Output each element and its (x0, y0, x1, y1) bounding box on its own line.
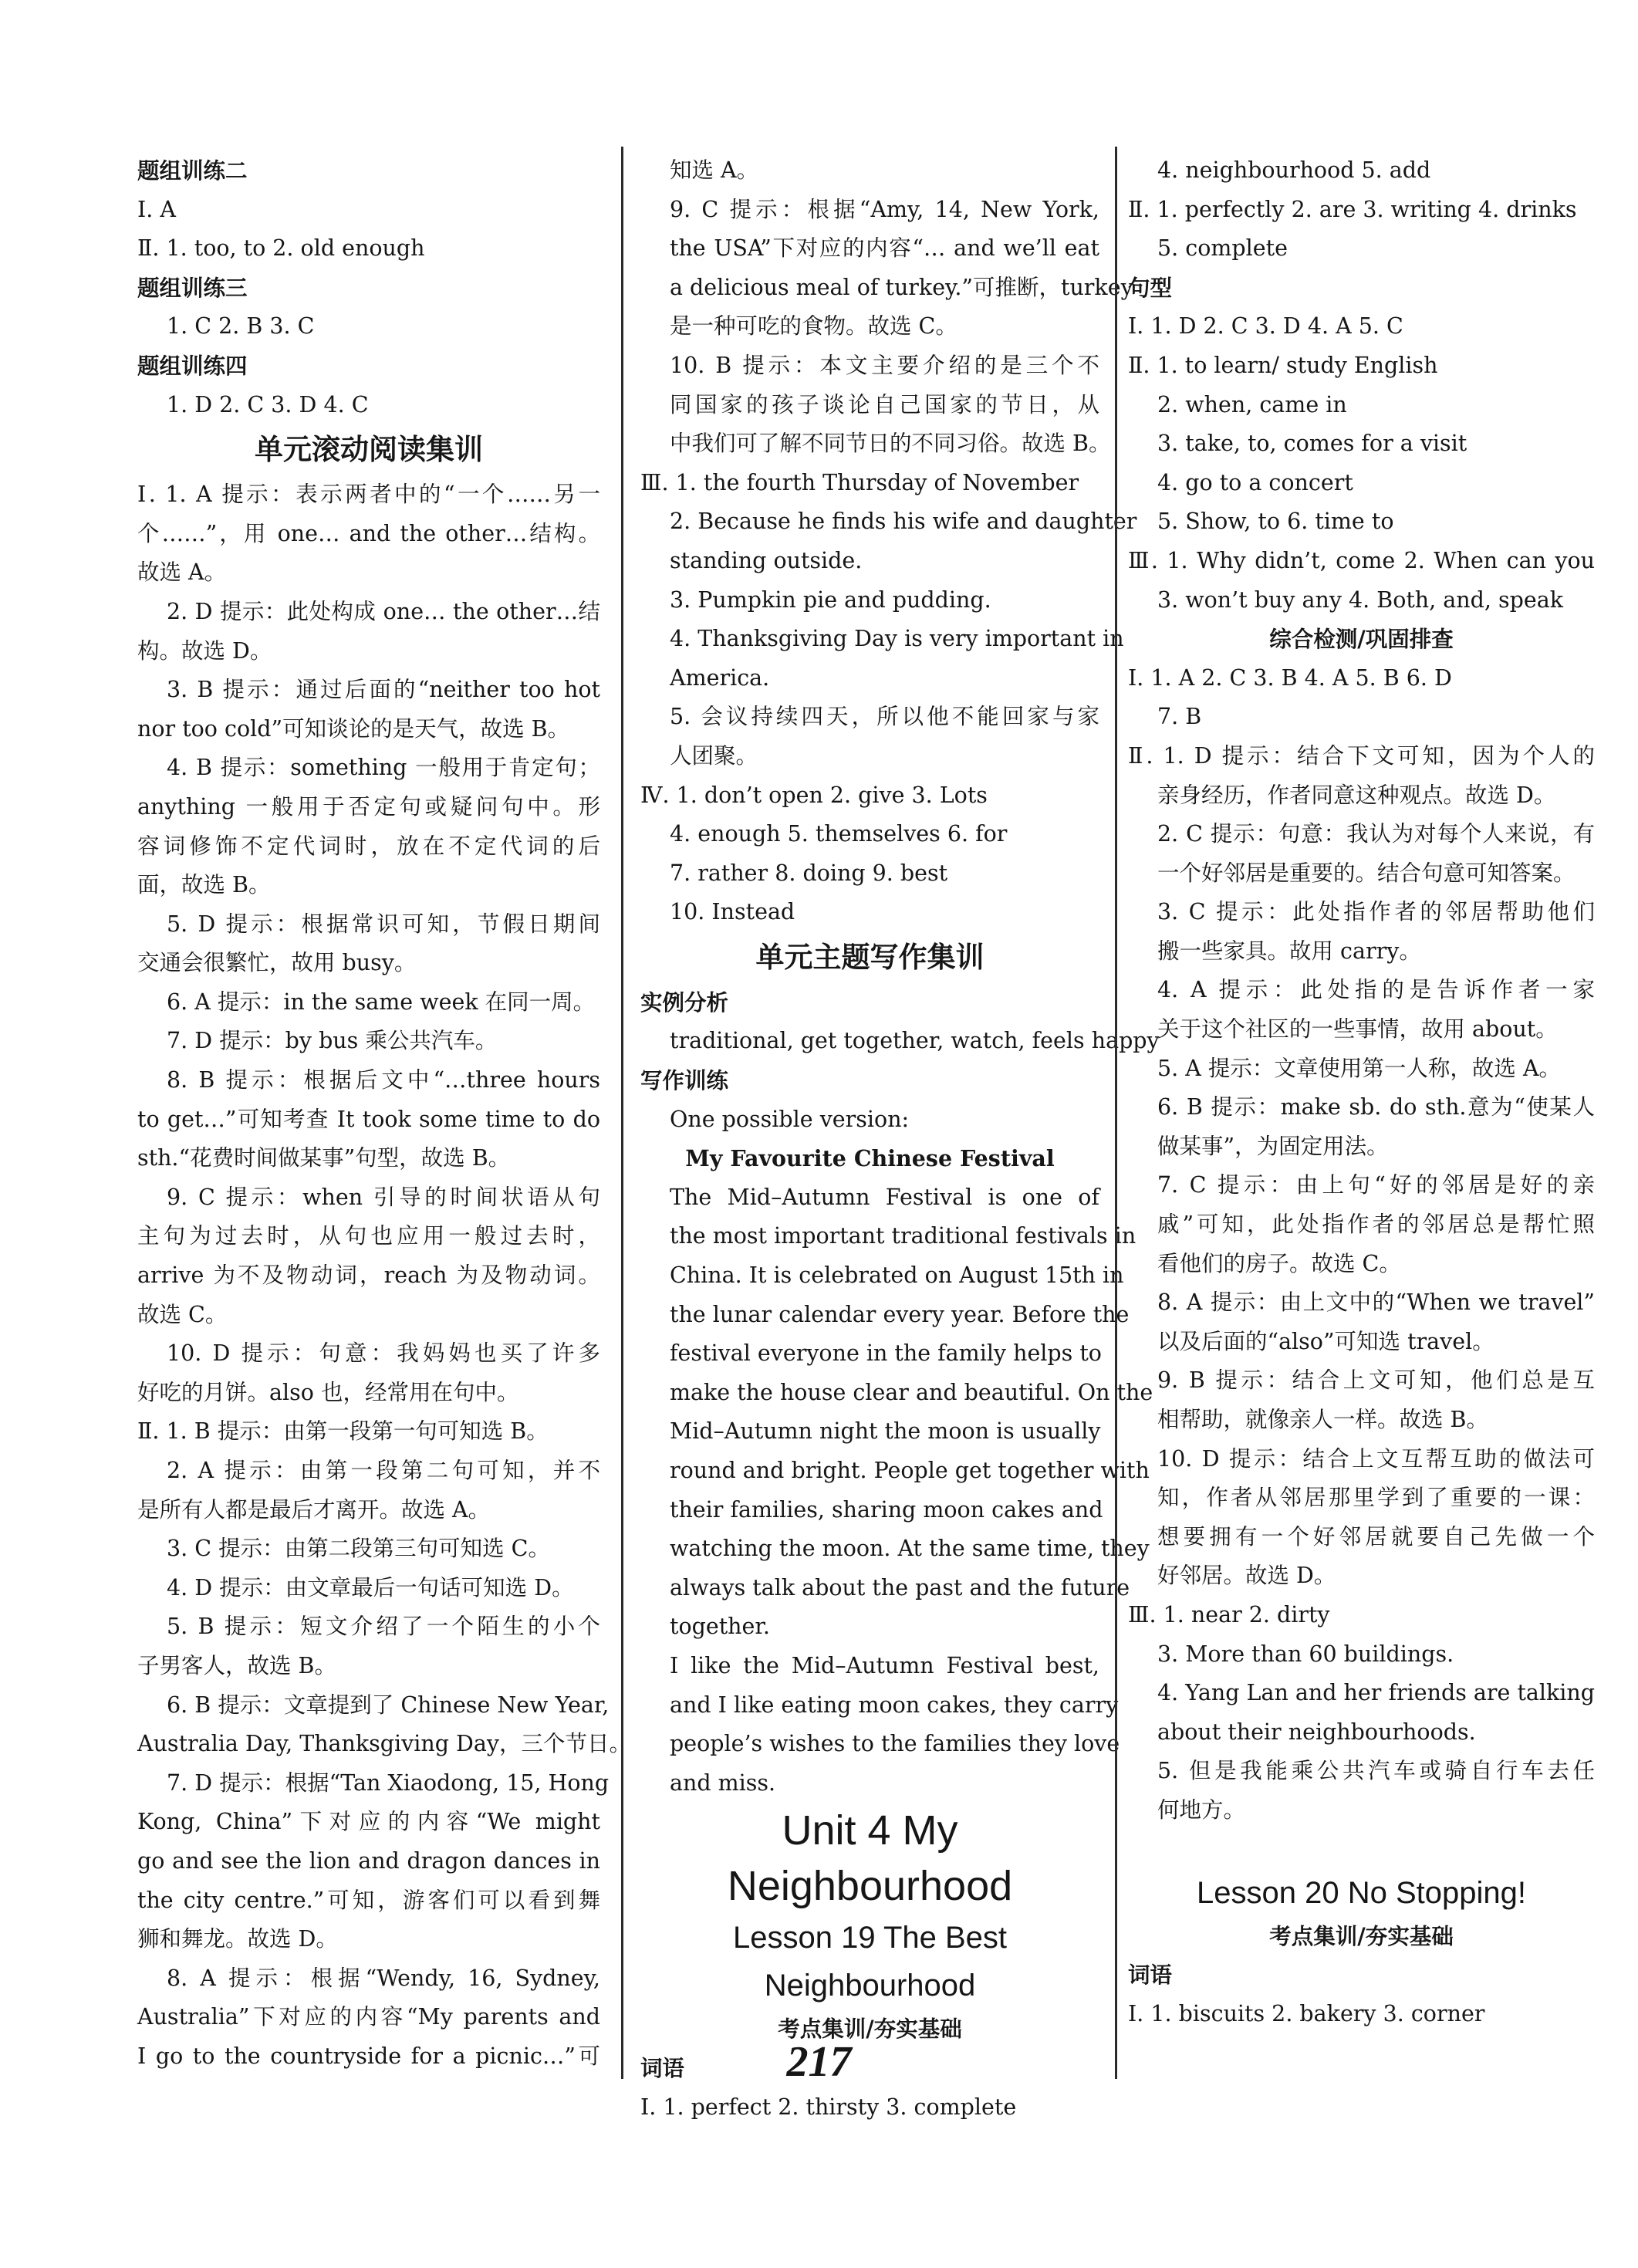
answer-line: Ⅱ. 1. to learn/ study English (1128, 352, 1438, 378)
answer-line: sth.“花费时间做某事”句型，故选 B。 (137, 1145, 511, 1171)
answer-line: people’s wishes to the families they love (670, 1731, 1120, 1757)
answer-line: 看他们的房子。故选 C。 (1157, 1250, 1401, 1276)
answer-line: 2. C 提示：句意：我认为对每个人来说，有 (1157, 821, 1595, 847)
answer-line: Ⅱ. 1. D 提示：结合下文可知，因为个人的 (1128, 742, 1595, 769)
answer-line: 5. D 提示：根据常识可知，节假日期间 (167, 911, 600, 937)
answer-line: I go to the countryside for a picnic…”可 (137, 2043, 600, 2069)
unit-heading: Neighbourhood (727, 1863, 1013, 1910)
answer-line: Ⅰ. A (137, 196, 176, 222)
answer-line: 是一种可吃的食物。故选 C。 (670, 313, 957, 340)
subheading: 词语 (640, 2054, 685, 2081)
answer-line: 3. C 提示：由第二段第三句可知选 C。 (167, 1536, 550, 1562)
answer-line: 8. B 提示：根据后文中“…three hours (167, 1067, 600, 1093)
answer-line: 考点集训/夯实基础 (778, 2016, 962, 2043)
answer-line: festival everyone in the family helps to (670, 1340, 1102, 1367)
answer-line: 4. neighbourhood 5. add (1157, 157, 1431, 183)
answer-line: One possible version: (670, 1106, 910, 1132)
answer-line: Kong, China”下对应的内容“We might (137, 1809, 600, 1835)
answer-line: to get…”可知考查 It took some time to do (137, 1106, 600, 1132)
answer-line: 2. A 提示：由第一段第二句可知，并不 (167, 1458, 600, 1483)
answer-line: 10. D 提示：句意：我妈妈也买了许多 (167, 1340, 600, 1367)
answer-line: 6. A 提示：in the same week 在同一周。 (167, 989, 596, 1015)
answer-line: 一个好邻居是重要的。结合句意可知答案。 (1157, 860, 1576, 886)
column-divider (621, 147, 623, 2079)
answer-line: Ⅰ. 1. A 提示：表示两者中的“一个……另一 (137, 482, 600, 508)
answer-line: Ⅲ. 1. the fourth Thursday of November (640, 469, 1079, 495)
answer-line: Ⅰ. 1. D 2. C 3. D 4. A 5. C (1128, 313, 1403, 340)
answer-line: 9. C 提示：根据“Amy, 14, New York, (670, 196, 1099, 222)
answer-line: 7. B (1157, 704, 1202, 730)
subheading: 题组训练三 (137, 274, 248, 301)
answer-line: 6. B 提示：文章提到了 Chinese New Year, (167, 1692, 610, 1718)
answer-line: 故选 C。 (137, 1301, 228, 1327)
answer-line: 3. Pumpkin pie and pudding. (670, 586, 991, 613)
answer-line: I like the Mid–Autumn Festival best, (670, 1652, 1099, 1678)
answer-line: 1. C 2. B 3. C (167, 313, 315, 340)
answer-line: 3. won’t buy any 4. Both, and, speak (1157, 586, 1563, 613)
answer-line: their families, sharing moon cakes and (670, 1496, 1103, 1523)
answer-line: 4. Thanksgiving Day is very important in (670, 626, 1124, 652)
page-number: 217 (786, 2038, 852, 2086)
answer-line: the lunar calendar every year. Before the (670, 1301, 1130, 1327)
answer-line: 4. A 提示：此处指的是告诉作者一家 (1157, 977, 1595, 1003)
answer-line (1128, 1830, 1595, 1869)
answer-line: 狮和舞龙。故选 D。 (137, 1926, 338, 1952)
answer-line: 知，作者从邻居那里学到了重要的一课： (1157, 1485, 1595, 1511)
answer-line: 故选 A。 (137, 559, 227, 586)
answer-line: anything 一般用于否定句或疑问句中。形 (137, 793, 600, 820)
answer-line: China. It is celebrated on August 15th in (670, 1262, 1124, 1289)
answer-line: Ⅲ. 1. Why didn’t, come 2. When can you (1128, 547, 1595, 573)
answer-line: 9. B 提示：结合上文可知，他们总是互 (1157, 1367, 1595, 1394)
subheading: 词语 (1128, 1962, 1173, 1989)
answer-line: 何地方。 (1157, 1796, 1246, 1823)
answer-line: 3. B 提示：通过后面的“neither too hot (167, 677, 600, 703)
answer-line: 构。故选 D。 (137, 637, 272, 664)
answer-line: and miss. (670, 1769, 776, 1796)
answer-line: 2. when, came in (1157, 391, 1347, 417)
answer-line: make the house clear and beautiful. On the (670, 1379, 1153, 1405)
answer-line: 好吃的月饼。also 也，经常用在句中。 (137, 1379, 519, 1405)
answer-line: 面，故选 B。 (137, 872, 271, 898)
answer-line: 10. Instead (670, 899, 795, 925)
answer-line: 搬一些家具。故用 carry。 (1157, 938, 1421, 964)
answer-line: 7. C 提示：由上句“好的邻居是好的亲 (1157, 1172, 1595, 1198)
answer-line: 主句为过去时，从句也应用一般过去时， (137, 1223, 600, 1249)
answer-line: 考点集训/夯实基础 (1269, 1922, 1454, 1949)
unit-heading: Lesson 19 The Best (732, 1921, 1008, 1955)
answer-line: 6. B 提示：make sb. do sth.意为“使某人 (1157, 1094, 1595, 1120)
answer-line: go and see the lion and dragon dances in (137, 1847, 600, 1874)
answer-line: 5. A 提示：文章使用第一人称，故选 A。 (1157, 1055, 1562, 1081)
answer-line: 关于这个社区的一些事情，故用 about。 (1157, 1016, 1558, 1043)
answer-line: My Favourite Chinese Festival (685, 1145, 1055, 1172)
answer-line: 容词修饰不定代词时，放在不定代词的后 (137, 833, 600, 859)
answer-line: 中我们可了解不同节日的不同习俗。故选 B。 (670, 431, 1111, 457)
answer-line: arrive 为不及物动词，reach 为及物动词。 (137, 1262, 600, 1289)
answer-line: Ⅰ. 1. biscuits 2. bakery 3. corner (1128, 2000, 1485, 2026)
answer-line: Ⅰ. 1. perfect 2. thirsty 3. complete (640, 2094, 1017, 2120)
answer-line: 2. Because he finds his wife and daughter (670, 509, 1137, 535)
answer-line: Australia Day, Thanksgiving Day，三个节日。 (137, 1731, 631, 1757)
answer-column-left (137, 151, 631, 2069)
answer-line: 3. C 提示：此处指作者的邻居帮助他们 (1157, 899, 1595, 925)
answer-line: 综合检测/巩固排查 (1269, 626, 1454, 653)
answer-line: Ⅱ. 1. too, to 2. old enough (137, 235, 425, 262)
answer-line: 做某事”，为固定用法。 (1157, 1133, 1389, 1159)
answer-line: 5. 但是我能乘公共汽车或骑自行车去任 (1157, 1758, 1595, 1784)
answer-line: 7. rather 8. doing 9. best (670, 860, 948, 886)
unit-heading: Neighbourhood (764, 1969, 976, 2003)
answer-line: 亲身经历，作者同意这种观点。故选 D。 (1157, 782, 1556, 808)
answer-line: 知选 A。 (670, 157, 759, 183)
unit-heading: Unit 4 My (782, 1807, 958, 1854)
answer-line: Australia”下对应的内容“My parents and (137, 2004, 600, 2030)
answer-line: a delicious meal of turkey.”可推断，turkey (670, 274, 1133, 300)
answer-line: watching the moon. At the same time, they (670, 1536, 1150, 1562)
subheading: 题组训练四 (137, 352, 248, 379)
answer-line: nor too cold”可知谈论的是天气，故选 B。 (137, 715, 570, 742)
answer-line: 3. take, to, comes for a visit (1157, 431, 1467, 457)
answer-line: Ⅰ. 1. A 2. C 3. B 4. A 5. B 6. D (1128, 664, 1452, 691)
answer-line: 子男客人，故选 B。 (137, 1652, 337, 1678)
answer-line: 同国家的孩子谈论自己国家的节日，从 (670, 391, 1099, 417)
answer-line: the city centre.”可知，游客们可以看到舞 (137, 1887, 600, 1913)
answer-line: 10. D 提示：结合上文互帮互助的做法可 (1157, 1445, 1595, 1472)
answer-line: 4. Yang Lan and her friends are talking (1157, 1680, 1595, 1706)
answer-line: 1. D 2. C 3. D 4. C (167, 391, 369, 417)
answer-line: 想要拥有一个好邻居就要自己先做一个 (1157, 1523, 1595, 1550)
answer-line: 10. B 提示：本文主要介绍的是三个不 (670, 352, 1099, 378)
answer-line: 7. D 提示：根据“Tan Xiaodong, 15, Hong (167, 1769, 610, 1796)
subheading: 句型 (1128, 274, 1173, 301)
answer-line: 交通会很繁忙，故用 busy。 (137, 950, 417, 976)
answer-line: 相帮助，就像亲人一样。故选 B。 (1157, 1407, 1489, 1432)
answer-line: the USA”下对应的内容“… and we’ll eat (670, 235, 1099, 262)
answer-line: 4. D 提示：由文章最后一句话可知选 D。 (167, 1574, 574, 1600)
subheading: 实例分析 (640, 989, 729, 1016)
answer-line: 是所有人都是最后才离开。故选 A。 (137, 1496, 491, 1523)
answer-line: 2. D 提示：此处构成 one… the other…结 (167, 598, 600, 624)
answer-line: 5. complete (1157, 235, 1288, 262)
answer-line: round and bright. People get together with (670, 1458, 1150, 1483)
answer-line: Mid–Autumn night the moon is usually (670, 1418, 1101, 1445)
answer-line: standing outside. (670, 547, 863, 573)
answer-line: always talk about the past and the future (670, 1574, 1130, 1600)
answer-line: Ⅱ. 1. perfectly 2. are 3. writing 4. drinks (1128, 196, 1577, 222)
section-heading: 单元主题写作集训 (755, 940, 984, 974)
answer-line: traditional, get together, watch, feels happy (670, 1028, 1160, 1054)
answer-line: 8. A 提示：根据“Wendy, 16, Sydney, (167, 1965, 600, 1991)
answer-line: 5. Show, to 6. time to (1157, 509, 1394, 535)
answer-line: 4. enough 5. themselves 6. for (670, 821, 1008, 847)
answer-line: about their neighbourhoods. (1157, 1719, 1476, 1745)
answer-line: America. (670, 664, 770, 691)
answer-line: the most important traditional festivals in (670, 1223, 1136, 1249)
answer-line: 7. D 提示：by bus 乘公共汽车。 (167, 1028, 498, 1054)
answer-line: Ⅳ. 1. don’t open 2. give 3. Lots (640, 782, 988, 808)
answer-line: 戚”可知，此处指作者的邻居总是帮忙照 (1157, 1212, 1595, 1238)
answer-line: 好邻居。故选 D。 (1157, 1563, 1336, 1589)
answer-line: 3. More than 60 buildings. (1157, 1641, 1454, 1667)
answer-line: Ⅲ. 1. near 2. dirty (1128, 1601, 1330, 1627)
answer-line: and I like eating moon cakes, they carry (670, 1692, 1119, 1718)
answer-line: 以及后面的“also”可知选 travel。 (1157, 1328, 1494, 1354)
answer-line: The Mid–Autumn Festival is one of (670, 1184, 1099, 1210)
section-heading: 单元滚动阅读集训 (255, 433, 483, 467)
answer-line: 个……”，用 one… and the other…结构。 (137, 520, 600, 546)
answer-line: 8. A 提示：由上文中的“When we travel” (1157, 1289, 1595, 1316)
answer-line: 4. go to a concert (1157, 469, 1353, 495)
answer-line: 5. B 提示：短文介绍了一个陌生的小个 (167, 1614, 600, 1640)
column-divider (1115, 147, 1117, 2079)
subheading: 题组训练二 (137, 157, 248, 184)
answer-line: 人团聚。 (670, 742, 758, 769)
subheading: 写作训练 (640, 1067, 729, 1094)
answer-line: together. (670, 1614, 770, 1640)
answer-line: Ⅱ. 1. B 提示：由第一段第一句可知选 B。 (137, 1418, 549, 1445)
answer-column-right (1128, 151, 1595, 2067)
answer-line: 4. B 提示：something 一般用于肯定句； (167, 755, 600, 781)
unit-heading: Lesson 20 No Stopping! (1197, 1875, 1526, 1910)
answer-line: 5. 会议持续四天，所以他不能回家与家 (670, 704, 1099, 730)
answer-line: 9. C 提示：when 引导的时间状语从句 (167, 1184, 600, 1210)
